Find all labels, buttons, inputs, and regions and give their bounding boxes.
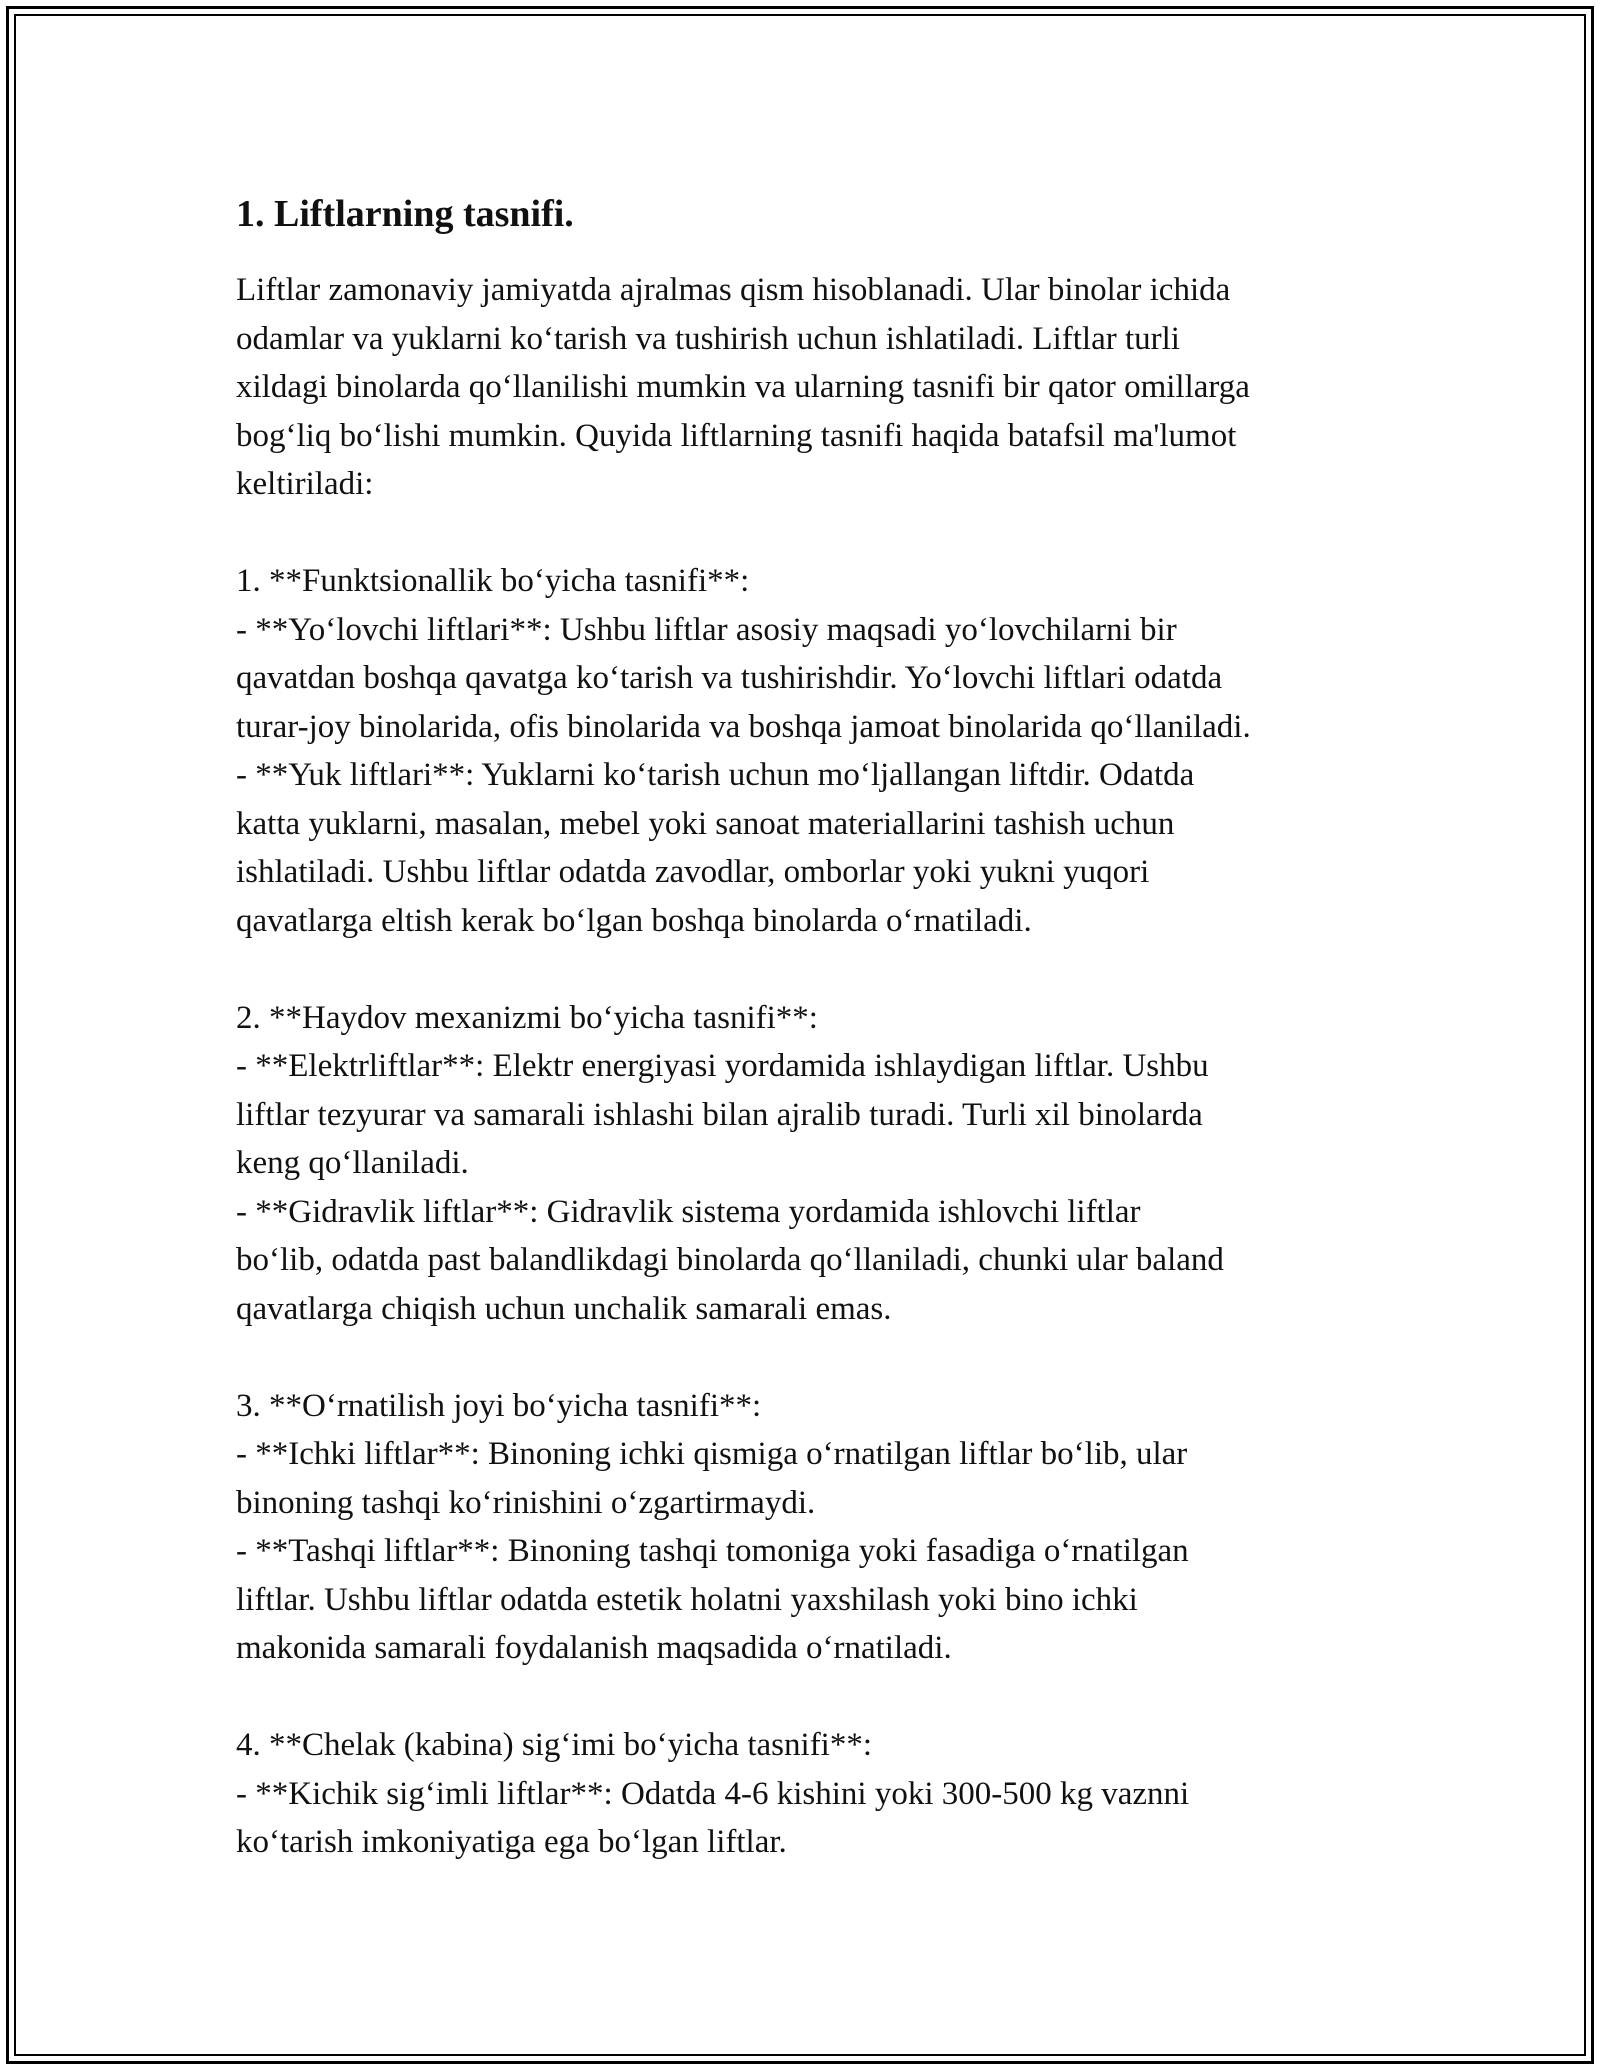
section-cabin-capacity — [236, 1721, 1376, 1867]
list-item: - **Ichki liftlar**: Binoning ichki qismiga o‘rnatilgan liftlar bo‘lib, ular binoning tashqi ko‘rinishini o‘zgartirmaydi. — [236, 1436, 1188, 1521]
section-heading: 3. **O‘rnatilish joyi bo‘yicha tasnifi**: — [236, 1387, 762, 1424]
section-drive-mechanism — [236, 994, 1376, 1334]
list-item: - **Yuk liftlari**: Yuklarni ko‘tarish uchun mo‘ljallangan liftdir. Odatda katta yuklarni, masalan, mebel yoki sanoat materiallarini tashish uchun ishlatiladi. Ushbu liftlar odatda zavodlar, omborlar yoki yukni yuqori qavatlarga eltish kerak bo‘lgan boshqa binolarda o‘rnatiladi. — [236, 757, 1195, 939]
section-functional — [236, 557, 1376, 945]
list-item: - **Yo‘lovchi liftlari**: Ushbu liftlar asosiy maqsadi yo‘lovchilarni bir qavatdan boshqa qavatga ko‘tarish va tushirishdir. Yo‘lovchi liftlari odatda turar-joy binolarida, ofis binolarida va boshqa jamoat binolarida qo‘llaniladi. — [236, 611, 1251, 745]
paragraph-gap — [236, 945, 1376, 994]
section-heading: 1. **Funktsionallik bo‘yicha tasnifi**: — [236, 563, 750, 599]
list-item: - **Tashqi liftlar**: Binoning tashqi tomoniga yoki fasadiga o‘rnatilgan liftlar. Ushbu liftlar odatda estetik holatni yaxshilash yoki bino ichki makonida samarali foydalanish maqsadida o‘rnatiladi. — [236, 1533, 1189, 1666]
document-body — [236, 190, 1376, 1867]
document-title: 1. Liftlarning tasnifi. — [236, 193, 574, 235]
list-item: - **Elektrliftlar**: Elektr energiyasi yordamida ishlaydigan liftlar. Ushbu liftlar tezyurar va samarali ishlashi bilan ajralib turadi. Turli xil binolarda keng qo‘llaniladi. — [236, 1048, 1209, 1181]
section-installation-location — [236, 1382, 1376, 1673]
paragraph-gap — [236, 509, 1376, 558]
list-item: - **Gidravlik liftlar**: Gidravlik sistema yordamida ishlovchi liftlar bo‘lib, odatda past balandlikdagi binolarda qo‘llaniladi, chunki ular baland qavatlarga chiqish uchun unchalik samarali emas. — [236, 1193, 1224, 1327]
section-heading: 4. **Chelak (kabina) sig‘imi bo‘yicha tasnifi**: — [236, 1727, 873, 1763]
paragraph-gap — [236, 1673, 1376, 1722]
list-item: - **Kichik sig‘imli liftlar**: Odatda 4-6 kishini yoki 300-500 kg vaznni ko‘tarish imkoniyatiga ega bo‘lgan liftlar. — [236, 1775, 1190, 1860]
intro-paragraph: Liftlar zamonaviy jamiyatda ajralmas qism hisoblanadi. Ular binolar ichida odamlar va yuklarni ko‘tarish va tushirish uchun ishlatiladi. Liftlar turli xildagi binolarda qo‘llanilishi mumkin va ularning tasnifi bir qator omillarga bog‘liq bo‘lishi mumkin. Quyida liftlarning tasnifi haqida batafsil ma'lumot keltiriladi: — [236, 272, 1250, 502]
section-heading: 2. **Haydov mexanizmi bo‘yicha tasnifi**: — [236, 999, 818, 1036]
paragraph-gap — [236, 1333, 1376, 1382]
